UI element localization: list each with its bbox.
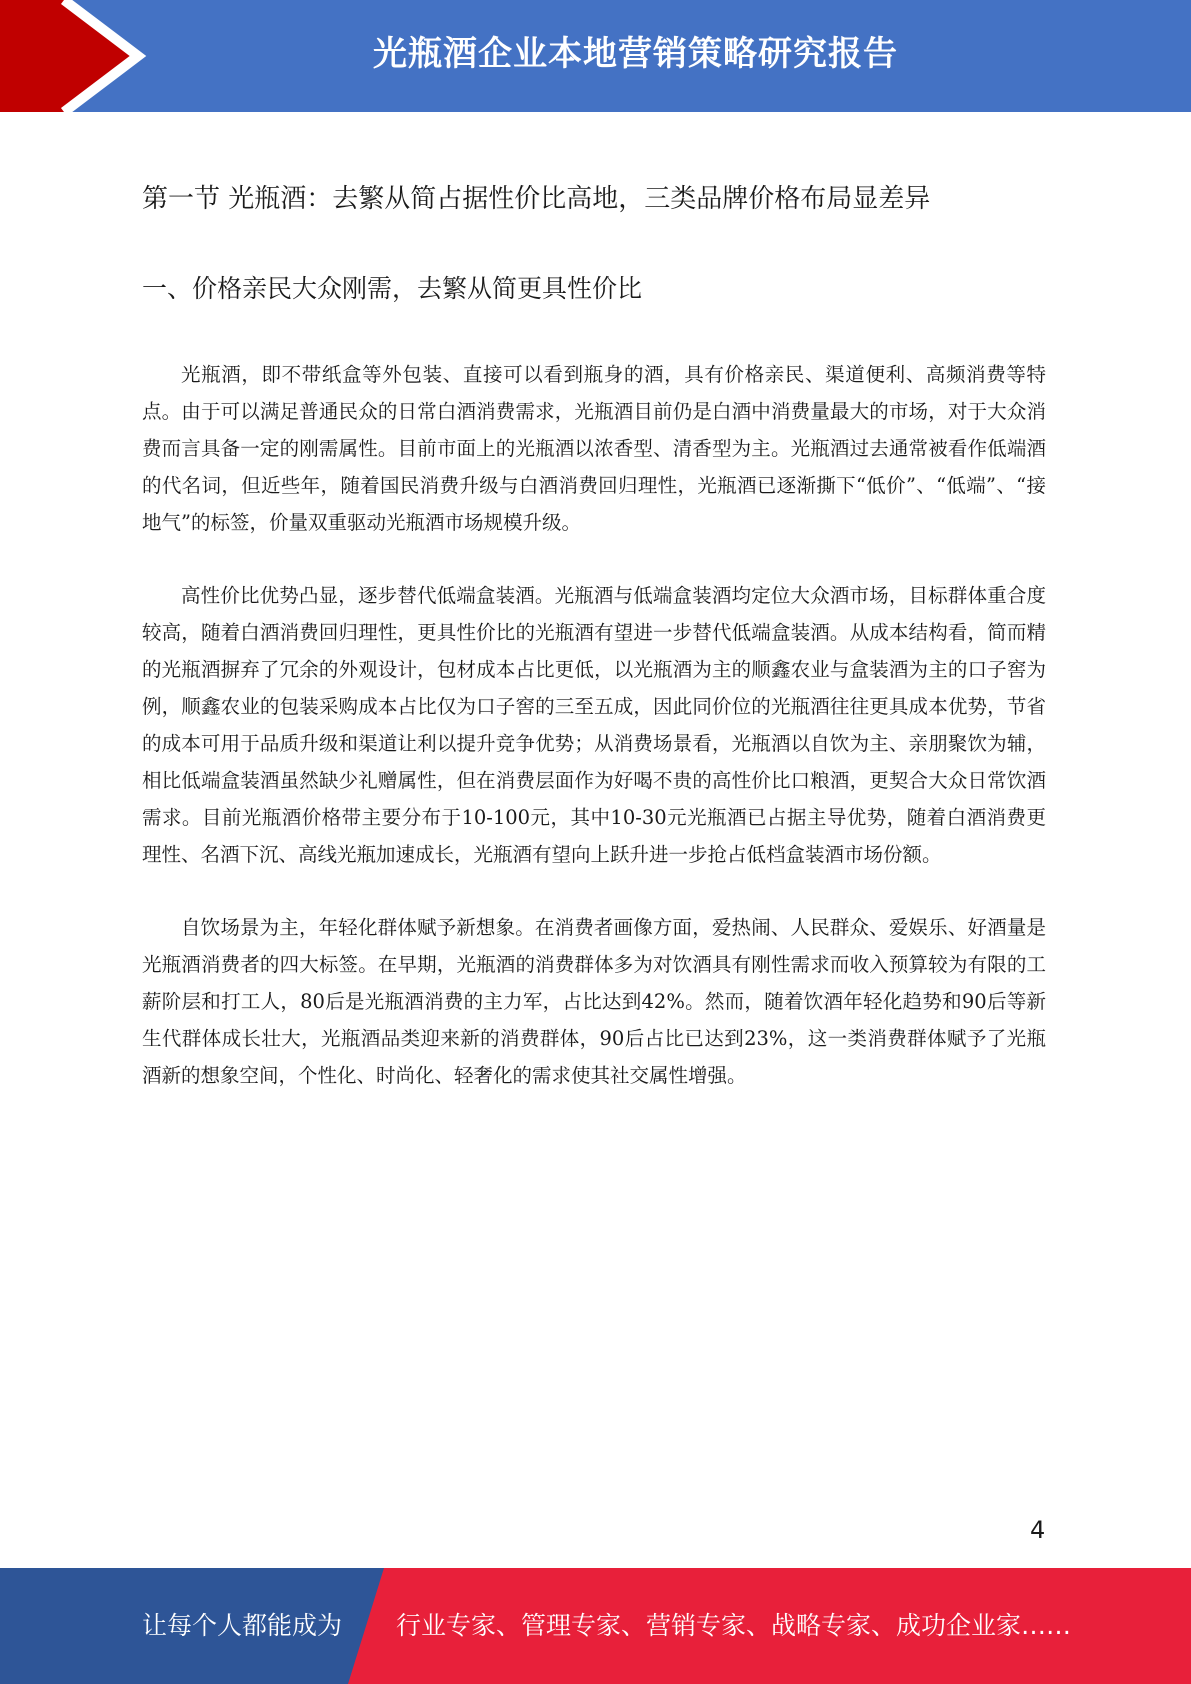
paragraph-1: 光瓶酒，即不带纸盒等外包装、直接可以看到瓶身的酒，具有价格亲民、渠道便利、高频消费等特点。由于可以满足普通民众的日常白酒消费需求，光瓶酒目前仍是白酒中消费量最大的市场，对于大众消费而言具备一定的刚需属性。目前市面上的光瓶酒以浓香型、清香型为主。光瓶酒过去通常被看作低端酒的代名词，但近些年，随着国民消费升级与白酒消费回归理性，光瓶酒已逐渐撕下“低价”、“低端”、“接地气”的标签，价量双重驱动光瓶酒市场规模升级。 <box>142 363 1046 534</box>
header-arrow-decoration <box>0 0 160 112</box>
paragraph-3: 自饮场景为主，年轻化群体赋予新想象。在消费者画像方面，爱热闹、人民群众、爱娱乐、好酒量是光瓶酒消费者的四大标签。在早期，光瓶酒的消费群体多为对饮酒具有刚性需求而收入预算较为有限的工薪阶层和打工人，80后是光瓶酒消费的主力军，占比达到42%。然而，随着饮酒年轻化趋势和90后等新生代群体成长壮大，光瓶酒品类迎来新的消费群体，90后占比已达到23%，这一类消费群体赋予了光瓶酒新的想象空间，个性化、时尚化、轻奢化的需求使其社交属性增强。 <box>142 916 1046 1087</box>
footer-slogan-right: 行业专家、管理专家、营销专家、战略专家、成功企业家…… <box>396 1611 1072 1640</box>
page-footer <box>0 1568 1191 1684</box>
page-content <box>142 176 1046 1094</box>
section-title: 第一节 光瓶酒：去繁从简占据性价比高地，三类品牌价格布局显差异 <box>142 184 931 214</box>
page-number: 4 <box>1030 1516 1046 1544</box>
paragraph-2: 高性价比优势凸显，逐步替代低端盒装酒。光瓶酒与低端盒装酒均定位大众酒市场，目标群体重合度较高，随着白酒消费回归理性，更具性价比的光瓶酒有望进一步替代低端盒装酒。从成本结构看，简而精的光瓶酒摒弃了冗余的外观设计，包材成本占比更低，以光瓶酒为主的顺鑫农业与盒装酒为主的口子窖为例，顺鑫农业的包装采购成本占比仅为口子窖的三至五成，因此同价位的光瓶酒往往更具成本优势，节省的成本可用于品质升级和渠道让利以提升竞争优势；从消费场景看，光瓶酒以自饮为主、亲朋聚饮为辅，相比低端盒装酒虽然缺少礼赠属性，但在消费层面作为好喝不贵的高性价比口粮酒，更契合大众日常饮酒需求。目前光瓶酒价格带主要分布于10-100元，其中10-30元光瓶酒已占据主导优势，随着白酒消费更理性、名酒下沉、高线光瓶加速成长，光瓶酒有望向上跃升进一步抢占低档盒装酒市场份额。 <box>142 584 1046 866</box>
subsection-title: 一、价格亲民大众刚需，去繁从简更具性价比 <box>142 274 643 303</box>
page-header <box>0 0 1191 112</box>
report-title: 光瓶酒企业本地营销策略研究报告 <box>373 34 898 74</box>
footer-slogan-left: 让每个人都能成为 <box>142 1611 343 1640</box>
